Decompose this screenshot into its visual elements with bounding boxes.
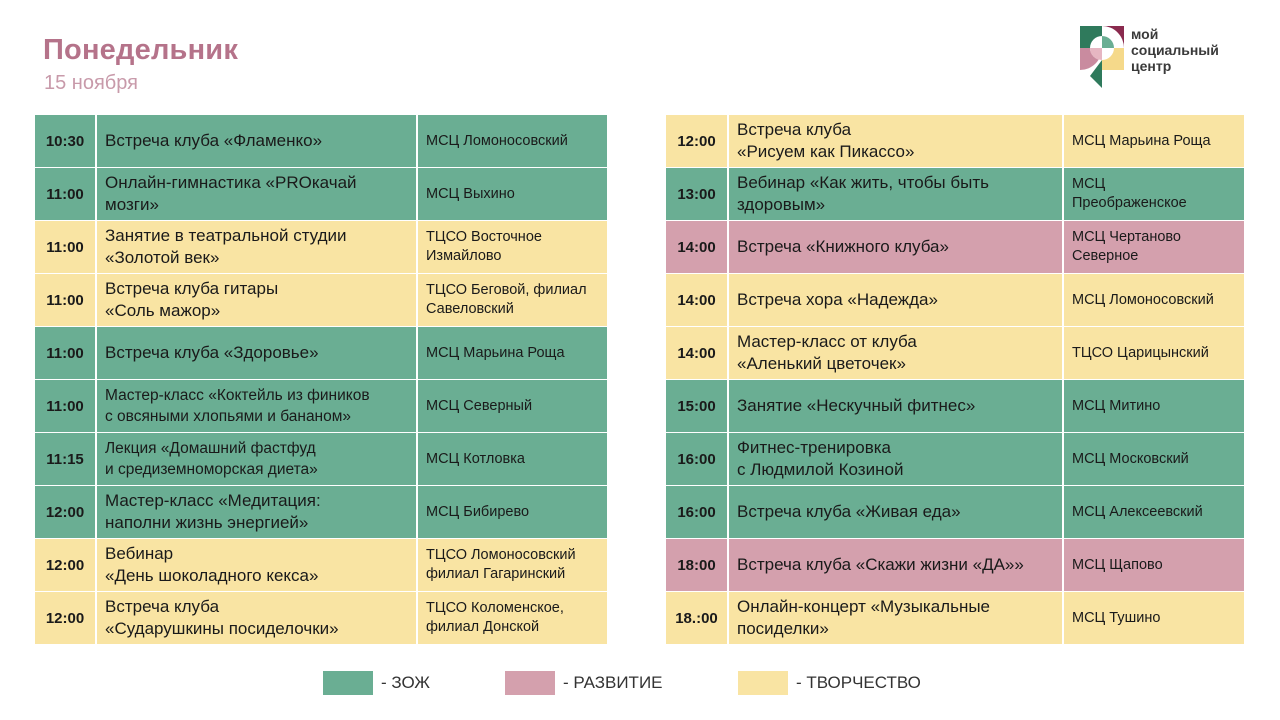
event-title (729, 433, 1062, 485)
legend-item-tvorchestvo (738, 670, 921, 696)
event-location (418, 168, 607, 220)
event-title (729, 380, 1062, 432)
event-time-text: 12:00 (45, 609, 85, 627)
event-time (666, 115, 727, 167)
event-title (729, 115, 1062, 167)
legend-swatch (738, 671, 788, 695)
event-location-text: МСЦ Преображенское (1072, 176, 1187, 211)
event-title (97, 168, 416, 220)
event-title-text: Встреча клуба «Скажи жизни «ДА»» (737, 555, 1024, 574)
event-location (1064, 592, 1244, 644)
event-location-text: МСЦ Марьина Роща (1072, 132, 1211, 149)
event-time-text: 16:00 (677, 450, 716, 468)
legend-label: - РАЗВИТИЕ (563, 673, 663, 692)
legend-item-razvitie (505, 670, 663, 696)
event-location-text: ТЦСО Восточное Измайлово (426, 229, 542, 264)
event-time (666, 592, 727, 644)
event-location-text: ТЦСО Царицынский (1072, 344, 1209, 361)
table-row (35, 221, 607, 273)
event-title-text: Встреча клуба «Сударушкины посиделочки» (105, 597, 339, 638)
event-title-text: Онлайн-концерт «Музыкальные посиделки» (737, 597, 991, 638)
table-row (35, 592, 607, 644)
page-title: Понедельник (43, 34, 239, 66)
event-location (1064, 327, 1244, 379)
event-time-text: 18.:00 (675, 609, 718, 627)
logo (1080, 24, 1250, 90)
legend-item-zozh (323, 670, 430, 696)
event-location-text: МСЦ Выхино (426, 185, 515, 202)
event-time-text: 11:00 (46, 397, 84, 415)
event-time (666, 433, 727, 485)
event-location (1064, 274, 1244, 326)
event-title-text: Встреча клуба «Фламенко» (105, 131, 323, 150)
event-time-text: 12:00 (45, 503, 85, 521)
table-row (666, 592, 1244, 644)
event-title-text: Вебинар «Как жить, чтобы быть здоровым» (737, 173, 989, 214)
event-location (418, 115, 607, 167)
event-time-text: 13:00 (677, 185, 716, 203)
event-title-text: Встреча клуба «Здоровье» (105, 343, 319, 362)
event-time (35, 168, 95, 220)
legend-swatch (323, 671, 373, 695)
event-location (1064, 539, 1244, 591)
event-location (1064, 486, 1244, 538)
event-title (729, 274, 1062, 326)
event-title (729, 327, 1062, 379)
event-location-text: МСЦ Митино (1072, 397, 1161, 414)
event-title (97, 274, 416, 326)
event-title-text: Встреча «Книжного клуба» (737, 237, 949, 256)
event-time (666, 168, 727, 220)
legend-label: - ЗОЖ (381, 673, 431, 692)
event-title (97, 221, 416, 273)
event-time (666, 486, 727, 538)
event-location (1064, 115, 1244, 167)
table-row (35, 380, 607, 432)
table-row (666, 539, 1244, 591)
table-row (35, 168, 607, 220)
event-location (418, 274, 607, 326)
logo-line-2: социальный (1131, 42, 1219, 58)
event-title (97, 380, 416, 432)
table-row (666, 274, 1244, 326)
event-title (729, 168, 1062, 220)
event-title (97, 592, 416, 644)
event-time-text: 15:00 (677, 397, 716, 415)
legend-swatch (505, 671, 555, 695)
event-location-text: МСЦ Московский (1072, 450, 1189, 467)
event-time-text: 10:30 (45, 132, 85, 150)
legend-label: - ТВОРЧЕСТВО (796, 673, 921, 692)
event-title-text: Лекция «Домашний фастфуд и средиземноморская диета» (105, 440, 318, 478)
event-time (35, 274, 95, 326)
table-row (666, 486, 1244, 538)
table-row (666, 380, 1244, 432)
event-title (729, 221, 1062, 273)
event-location (418, 327, 607, 379)
table-row (35, 115, 607, 167)
event-location-text: МСЦ Алексеевский (1072, 503, 1203, 520)
logo-line-1: мой (1131, 26, 1159, 42)
event-location (418, 539, 607, 591)
event-title (729, 486, 1062, 538)
event-location-text: МСЦ Северный (426, 397, 533, 414)
event-location-text: МСЦ Тушино (1072, 609, 1161, 626)
table-row (666, 115, 1244, 167)
event-location-text: МСЦ Котловка (426, 450, 525, 467)
event-title (729, 592, 1062, 644)
event-title-text: Занятие «Нескучный фитнес» (737, 396, 976, 415)
event-time (35, 433, 95, 485)
event-title-text: Мастер-класс «Медитация: наполни жизнь энергией» (105, 491, 321, 532)
event-title-text: Мастер-класс от клуба «Аленький цветочек» (737, 332, 917, 373)
event-time (666, 539, 727, 591)
event-location (1064, 433, 1244, 485)
event-time (35, 486, 95, 538)
event-time-text: 12:00 (45, 556, 85, 574)
event-time-text: 14:00 (677, 344, 716, 362)
event-time (35, 327, 95, 379)
event-location (418, 433, 607, 485)
event-location-text: МСЦ Марьина Роща (426, 344, 565, 361)
event-time (666, 274, 727, 326)
logo-line-3: центр (1131, 58, 1172, 74)
table-row (35, 433, 607, 485)
event-location-text: МСЦ Щапово (1072, 556, 1163, 573)
event-title (729, 539, 1062, 591)
table-row (666, 433, 1244, 485)
event-time-text: 12:00 (677, 132, 716, 150)
event-title-text: Встреча клуба «Рисуем как Пикассо» (737, 120, 915, 161)
event-location-text: МСЦ Ломоносовский (426, 132, 568, 149)
event-time-text: 11:00 (46, 238, 84, 256)
event-location-text: ТЦСО Ломоносовский филиал Гагаринский (426, 547, 576, 582)
page-date: 15 ноября (44, 72, 138, 94)
event-title-text: Встреча хора «Надежда» (737, 290, 938, 309)
event-location (418, 221, 607, 273)
event-time (35, 221, 95, 273)
table-row (35, 486, 607, 538)
schedule-table-right (666, 115, 1244, 645)
event-time-text: 11:00 (46, 291, 84, 309)
event-time-text: 14:00 (677, 291, 716, 309)
event-location (418, 486, 607, 538)
event-time (666, 327, 727, 379)
event-title-text: Фитнес-тренировка с Людмилой Козиной (737, 438, 904, 479)
table-row (35, 539, 607, 591)
event-time (35, 592, 95, 644)
event-title-text: Онлайн-гимнастика «PROкачай мозги» (105, 173, 357, 214)
event-time-text: 11:15 (46, 450, 84, 468)
event-location (1064, 380, 1244, 432)
event-title-text: Встреча клуба «Живая еда» (737, 502, 961, 521)
event-location (418, 380, 607, 432)
event-time (35, 539, 95, 591)
event-location (1064, 221, 1244, 273)
table-row (35, 274, 607, 326)
event-time-text: 11:00 (46, 185, 84, 203)
schedule-table-left (35, 115, 607, 645)
event-title (97, 539, 416, 591)
event-title (97, 486, 416, 538)
event-time (35, 115, 95, 167)
event-time-text: 11:00 (46, 344, 84, 362)
event-time (666, 380, 727, 432)
event-time-text: 16:00 (677, 503, 716, 521)
event-location (1064, 168, 1244, 220)
table-row (666, 168, 1244, 220)
event-location-text: МСЦ Бибирево (426, 503, 530, 520)
legend (0, 670, 1280, 696)
event-title-text: Мастер-класс «Коктейль из фиников с овсяными хлопьями и бананом» (105, 387, 370, 425)
event-title-text: Занятие в театральной студии «Золотой век» (105, 226, 347, 267)
event-title-text: Вебинар «День шоколадного кекса» (105, 544, 319, 585)
event-location (418, 592, 607, 644)
table-row (666, 327, 1244, 379)
event-title (97, 115, 416, 167)
event-title (97, 327, 416, 379)
event-location-text: ТЦСО Беговой, филиал Савеловский (426, 282, 587, 317)
event-title (97, 433, 416, 485)
event-time-text: 14:00 (677, 238, 716, 256)
table-row (666, 221, 1244, 273)
logo-text (1131, 26, 1219, 74)
table-row (35, 327, 607, 379)
event-time (35, 380, 95, 432)
event-time (666, 221, 727, 273)
event-location-text: МСЦ Ломоносовский (1072, 291, 1214, 308)
event-location-text: МСЦ Чертаново Северное (1072, 229, 1181, 264)
logo-mark-icon (1080, 26, 1124, 88)
event-time-text: 18:00 (677, 556, 716, 574)
event-title-text: Встреча клуба гитары «Соль мажор» (105, 279, 279, 320)
event-location-text: ТЦСО Коломенское, филиал Донской (426, 600, 564, 635)
